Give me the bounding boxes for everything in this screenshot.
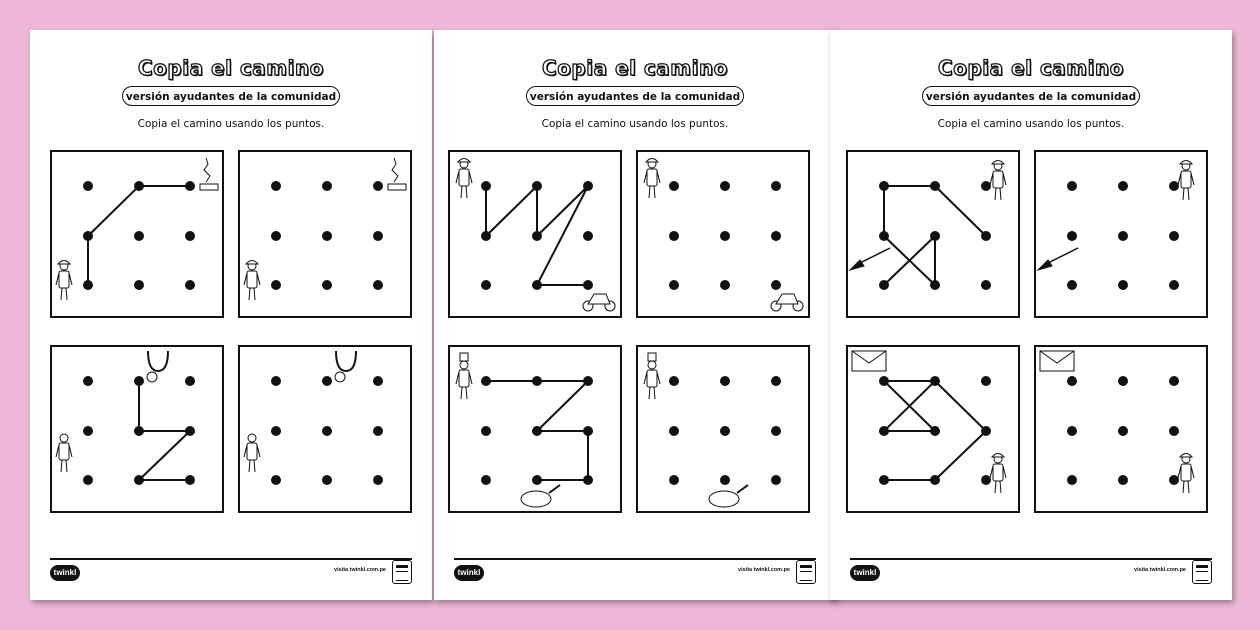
dot-grid-figure [450, 347, 620, 511]
police-officer-icon [644, 159, 660, 199]
doctor-icon [244, 434, 260, 472]
grid-dot [879, 376, 889, 386]
grid-dot [185, 280, 195, 290]
grid-dot [930, 376, 940, 386]
grid-dot [1118, 231, 1128, 241]
grid-dot [532, 181, 542, 191]
practice-box[interactable] [238, 345, 412, 513]
grid-dot [134, 181, 144, 191]
grid-dot [930, 475, 940, 485]
worksheet-page-2 [434, 30, 836, 600]
grid-dot [134, 426, 144, 436]
motorcycle-icon [771, 294, 803, 311]
worksheet-subtitle: versión ayudantes de la comunidad [922, 86, 1140, 106]
grid-dot [271, 426, 281, 436]
grid-dot [879, 280, 889, 290]
grid-dot [720, 426, 730, 436]
grid-dot [322, 376, 332, 386]
grid-dot [185, 181, 195, 191]
grid-dot [481, 181, 491, 191]
grid-dot [83, 426, 93, 436]
worksheet-page-3 [830, 30, 1232, 600]
grid-dot [1067, 280, 1077, 290]
grid-dot [532, 376, 542, 386]
example-box [448, 150, 622, 318]
practice-box[interactable] [636, 150, 810, 318]
grid-dot [583, 426, 593, 436]
grid-dot [1118, 426, 1128, 436]
grid-dot [322, 426, 332, 436]
example-box [846, 150, 1020, 318]
worksheet-page-1 [30, 30, 432, 600]
footer-divider [850, 558, 1212, 560]
grid-dot [1118, 376, 1128, 386]
dot-grid-figure [1036, 152, 1206, 316]
dot-grid-figure [638, 347, 808, 511]
dot-grid-figure [240, 152, 410, 316]
grid-dot [271, 231, 281, 241]
worksheet-instruction: Copia el camino usando los puntos. [137, 118, 325, 130]
grid-dot [981, 426, 991, 436]
example-path [139, 381, 190, 480]
dot-grid-figure [638, 152, 808, 316]
worksheet-instruction: Copia el camino usando los puntos. [937, 118, 1125, 130]
grid-dot [1067, 376, 1077, 386]
mail-carrier-icon [990, 454, 1006, 494]
grid-dot [720, 280, 730, 290]
grid-dot [373, 426, 383, 436]
practice-box[interactable] [1034, 345, 1208, 513]
grid-dot [930, 280, 940, 290]
grid-dot [720, 181, 730, 191]
grid-dot [879, 475, 889, 485]
practice-box[interactable] [1034, 150, 1208, 318]
sanitation-worker-icon [990, 161, 1006, 201]
broom-icon [1038, 248, 1078, 270]
dot-grid-figure [240, 347, 410, 511]
sanitation-worker-icon [1178, 161, 1194, 201]
grid-dot [583, 475, 593, 485]
chef-icon [456, 353, 472, 399]
grid-dot [185, 475, 195, 485]
grid-dot [879, 181, 889, 191]
grid-dot [583, 280, 593, 290]
grid-dot [83, 475, 93, 485]
grid-dot [322, 280, 332, 290]
example-box [448, 345, 622, 513]
grid-dot [669, 181, 679, 191]
twinkl-logo: twinkl [50, 565, 80, 581]
grid-dot [185, 426, 195, 436]
grid-dot [583, 231, 593, 241]
example-box [50, 345, 224, 513]
frying-pan-icon [521, 485, 560, 507]
grid-dot [1118, 475, 1128, 485]
grid-dot [1169, 426, 1179, 436]
grid-dot [373, 280, 383, 290]
hose-icon [388, 158, 406, 190]
worksheet-instruction: Copia el camino usando los puntos. [541, 118, 729, 130]
grid-dot [720, 376, 730, 386]
envelope-icon [1040, 351, 1074, 371]
grid-dot [532, 426, 542, 436]
grid-dot [1118, 181, 1128, 191]
grid-dot [271, 475, 281, 485]
grid-dot [771, 475, 781, 485]
grid-dot [1118, 280, 1128, 290]
website-text: visita twinkl.com.pe [1134, 567, 1186, 573]
worksheet-title: Copia el camino [542, 56, 728, 80]
grid-dot [720, 475, 730, 485]
grid-dot [481, 231, 491, 241]
website-text: visita twinkl.com.pe [738, 567, 790, 573]
grid-dot [532, 280, 542, 290]
quality-badge-icon [392, 560, 412, 584]
dot-grid-figure [52, 152, 222, 316]
grid-dot [771, 231, 781, 241]
grid-dot [322, 231, 332, 241]
worksheet-subtitle: versión ayudantes de la comunidad [526, 86, 744, 106]
grid-dot [930, 181, 940, 191]
grid-dot [583, 376, 593, 386]
grid-dot [930, 231, 940, 241]
grid-dot [134, 280, 144, 290]
grid-dot [481, 280, 491, 290]
grid-dot [1067, 426, 1077, 436]
grid-dot [481, 376, 491, 386]
website-text: visita twinkl.com.pe [334, 567, 386, 573]
grid-dot [981, 181, 991, 191]
grid-dot [1169, 181, 1179, 191]
police-officer-icon [456, 159, 472, 199]
dot-grid-figure [848, 152, 1018, 316]
dot-grid-figure [450, 152, 620, 316]
grid-dot [481, 475, 491, 485]
grid-dot [981, 376, 991, 386]
example-box [50, 150, 224, 318]
grid-dot [1169, 231, 1179, 241]
frying-pan-icon [709, 485, 748, 507]
grid-dot [481, 426, 491, 436]
grid-dot [1067, 181, 1077, 191]
quality-badge-icon [1192, 560, 1212, 584]
grid-dot [981, 231, 991, 241]
grid-dot [373, 475, 383, 485]
quality-badge-icon [796, 560, 816, 584]
grid-dot [83, 280, 93, 290]
grid-dot [981, 280, 991, 290]
grid-dot [373, 231, 383, 241]
grid-dot [669, 475, 679, 485]
grid-dot [134, 231, 144, 241]
grid-dot [532, 475, 542, 485]
chef-icon [644, 353, 660, 399]
grid-dot [1169, 475, 1179, 485]
envelope-icon [852, 351, 886, 371]
worksheet-title: Copia el camino [138, 56, 324, 80]
grid-dot [271, 181, 281, 191]
grid-dot [669, 231, 679, 241]
footer-divider [454, 558, 816, 560]
grid-dot [134, 475, 144, 485]
grid-dot [185, 376, 195, 386]
grid-dot [373, 376, 383, 386]
example-box [846, 345, 1020, 513]
worksheet-subtitle: versión ayudantes de la comunidad [122, 86, 340, 106]
stethoscope-icon [335, 351, 356, 382]
grid-dot [271, 376, 281, 386]
grid-dot [134, 376, 144, 386]
grid-dot [720, 231, 730, 241]
grid-dot [83, 181, 93, 191]
grid-dot [83, 376, 93, 386]
motorcycle-icon [583, 294, 615, 311]
broom-icon [850, 248, 890, 270]
dot-grid-figure [52, 347, 222, 511]
grid-dot [1169, 376, 1179, 386]
practice-box[interactable] [636, 345, 810, 513]
stethoscope-icon [147, 351, 168, 382]
footer-divider [50, 558, 412, 560]
grid-dot [930, 426, 940, 436]
grid-dot [83, 231, 93, 241]
grid-dot [669, 280, 679, 290]
grid-dot [879, 426, 889, 436]
grid-dot [1067, 231, 1077, 241]
grid-dot [1067, 475, 1077, 485]
hose-icon [200, 158, 218, 190]
firefighter-icon [244, 261, 260, 301]
grid-dot [322, 181, 332, 191]
grid-dot [879, 231, 889, 241]
grid-dot [322, 475, 332, 485]
grid-dot [771, 280, 781, 290]
twinkl-logo: twinkl [454, 565, 484, 581]
firefighter-icon [56, 261, 72, 301]
mail-carrier-icon [1178, 454, 1194, 494]
grid-dot [771, 181, 781, 191]
dot-grid-figure [848, 347, 1018, 511]
grid-dot [981, 475, 991, 485]
grid-dot [669, 376, 679, 386]
grid-dot [771, 376, 781, 386]
grid-dot [185, 231, 195, 241]
grid-dot [532, 231, 542, 241]
doctor-icon [56, 434, 72, 472]
practice-box[interactable] [238, 150, 412, 318]
grid-dot [1169, 280, 1179, 290]
grid-dot [771, 426, 781, 436]
grid-dot [271, 280, 281, 290]
grid-dot [373, 181, 383, 191]
worksheet-title: Copia el camino [938, 56, 1124, 80]
grid-dot [583, 181, 593, 191]
twinkl-logo: twinkl [850, 565, 880, 581]
grid-dot [669, 426, 679, 436]
dot-grid-figure [1036, 347, 1206, 511]
